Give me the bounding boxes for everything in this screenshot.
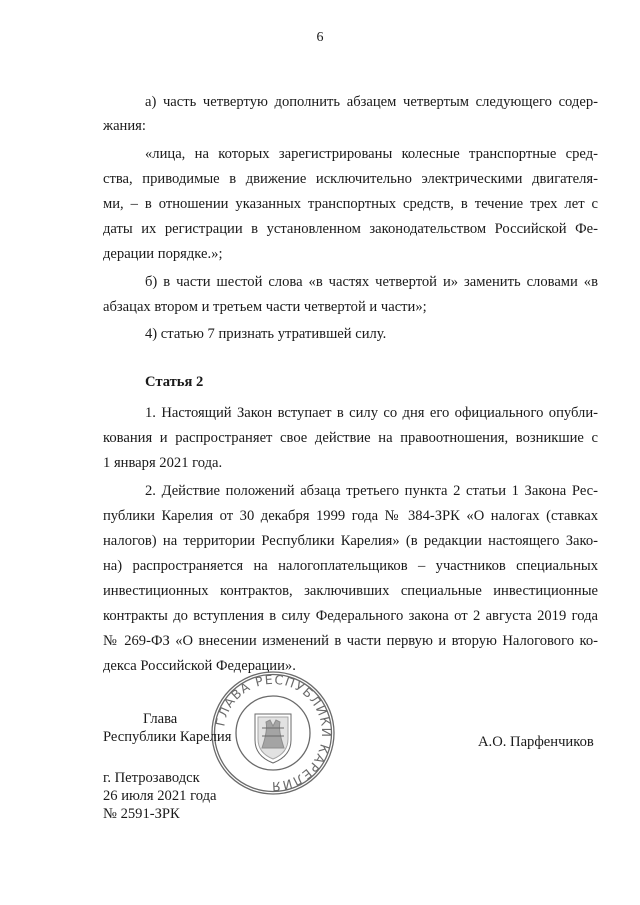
text-line: б) в части шестой слова «в частях четвертой и» заменить словами «в xyxy=(145,274,598,290)
text-line: ства, приводимые в движение исключительно электрическими двигателя- xyxy=(103,171,598,187)
text-line: контракты до вступления в силу Федерального закона от 2 августа 2019 года xyxy=(103,608,598,624)
page-number: 6 xyxy=(316,30,324,45)
law-number: № 2591-ЗРК xyxy=(103,806,180,822)
text-line: на) распространяется на налогоплательщиков – участников специальных xyxy=(103,558,598,574)
signature-title-line2: Республики Карелия xyxy=(103,729,232,745)
coat-of-arms-emblem xyxy=(255,714,291,763)
text-line: а) часть четвертую дополнить абзацем четвертым следующего содер- xyxy=(145,94,598,110)
text-line: «лица, на которых зарегистрированы колесные транспортные сред- xyxy=(145,146,598,162)
text-line: жания: xyxy=(103,118,146,134)
text-line: 2. Действие положений абзаца третьего пункта 2 статьи 1 Закона Рес- xyxy=(145,483,598,499)
text-line: абзацах втором и третьем части четвертой и части»; xyxy=(103,299,427,315)
text-line: кования и распространяет свое действие на правоотношения, возникшие с xyxy=(103,430,598,446)
text-line: № 269-ФЗ «О внесении изменений в части первую и вторую Налогового ко- xyxy=(103,633,598,649)
text-line: публики Карелия от 30 декабря 1999 года № 384-ЗРК «О налогах (ставках xyxy=(103,508,598,524)
text-line: декса Российской Федерации». xyxy=(103,658,296,674)
text-line: 1 января 2021 года. xyxy=(103,455,223,471)
signatory-name: А.О. Парфенчиков xyxy=(478,734,594,750)
text-line: 4) статью 7 признать утратившей силу. xyxy=(145,326,387,342)
place: г. Петрозаводск xyxy=(103,770,200,786)
signature-title-line1: Глава xyxy=(143,711,178,727)
article-heading: Статья 2 xyxy=(145,374,204,390)
text-line: ми, – в отношении указанных транспортных средств, в течение трех лет с xyxy=(103,196,598,212)
text-line: дерации порядке.»; xyxy=(103,246,223,262)
text-line: инвестиционных контрактов, заключивших специальные инвестиционные xyxy=(103,583,598,599)
date: 26 июля 2021 года xyxy=(103,788,217,804)
seal-text: ГЛАВА РЕСПУБЛИКИ КАРЕЛИЯ xyxy=(212,671,335,795)
text-line: даты их регистрации в установленном законодательством Российской Фе- xyxy=(103,221,598,237)
text-line: налогов) на территории Республики Карелия» (в редакции настоящего Зако- xyxy=(103,533,598,549)
text-line: 1. Настоящий Закон вступает в силу со дня его официального опубли- xyxy=(145,405,598,421)
